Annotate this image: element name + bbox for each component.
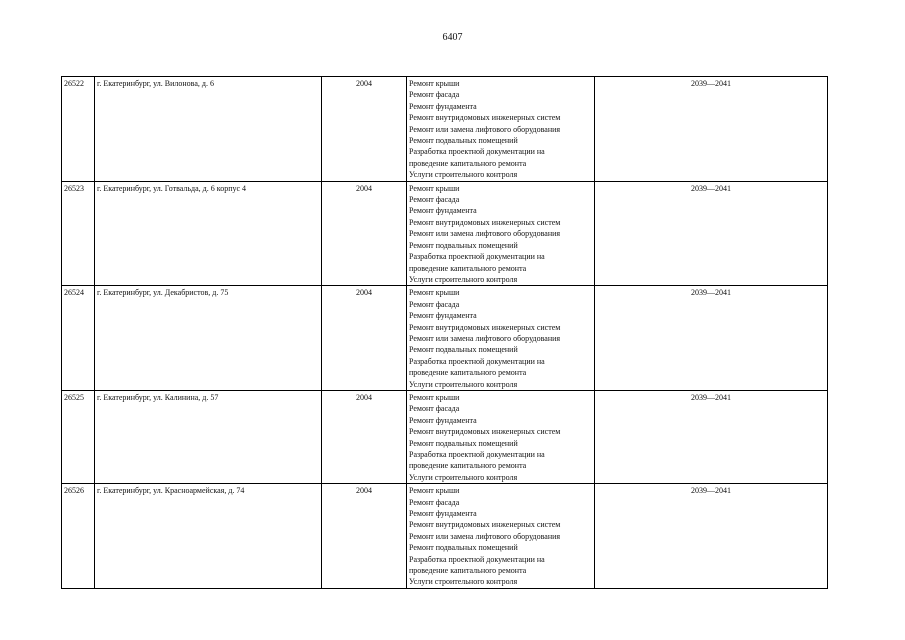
work-item: Ремонт фундамента: [409, 415, 477, 425]
work-item: Разработка проектной документации на: [409, 554, 545, 564]
build-year: 2004: [322, 181, 407, 286]
work-item: Ремонт внутридомовых инженерных систем: [409, 113, 561, 123]
work-item: Ремонт внутридомовых инженерных систем: [409, 322, 561, 332]
work-item: Услуги строительного контроля: [409, 472, 518, 482]
table-body: [62, 77, 828, 589]
work-item: Ремонт крыши: [409, 288, 460, 298]
work-item: Ремонт фасада: [409, 299, 460, 309]
work-item: Ремонт фундамента: [409, 509, 477, 519]
house-address: г. Екатеринбург, ул. Декабристов, д. 75: [95, 286, 322, 391]
page-number: 6407: [442, 32, 463, 43]
work-item: Ремонт или замена лифтового оборудования: [409, 333, 561, 343]
house-address: г. Екатеринбург, ул. Готвальда, д. 6 корпус 4: [95, 181, 322, 286]
house-id: 26525: [62, 390, 95, 483]
repair-period: 2039—2041: [595, 390, 828, 483]
work-item: Ремонт или замена лифтового оборудования: [409, 124, 561, 134]
work-item: Услуги строительного контроля: [409, 577, 518, 587]
work-item: Ремонт крыши: [409, 183, 460, 193]
works-list: [407, 286, 595, 391]
work-item: проведение капитального ремонта: [409, 566, 527, 576]
house-id: 26526: [62, 484, 95, 589]
work-item: Услуги строительного контроля: [409, 274, 518, 284]
work-item: Ремонт внутридомовых инженерных систем: [409, 520, 561, 530]
repair-period: 2039—2041: [595, 484, 828, 589]
work-item: Ремонт фасада: [409, 404, 460, 414]
work-item: Ремонт фасада: [409, 90, 460, 100]
repair-period: 2039—2041: [595, 181, 828, 286]
table-row: [62, 181, 828, 286]
works-list: [407, 390, 595, 483]
work-item: Разработка проектной документации на: [409, 252, 545, 262]
work-item: Ремонт подвальных помещений: [409, 345, 518, 355]
work-item: Услуги строительного контроля: [409, 170, 518, 180]
work-item: Ремонт подвальных помещений: [409, 438, 518, 448]
table-row: [62, 77, 828, 182]
work-item: Ремонт подвальных помещений: [409, 543, 518, 553]
house-address: г. Екатеринбург, ул. Красноармейская, д. 74: [95, 484, 322, 589]
house-address: г. Екатеринбург, ул. Калинина, д. 57: [95, 390, 322, 483]
build-year: 2004: [322, 484, 407, 589]
housing-repair-table: [61, 76, 828, 589]
house-address: г. Екатеринбург, ул. Вилонова, д. 6: [95, 77, 322, 182]
work-item: Ремонт внутридомовых инженерных систем: [409, 427, 561, 437]
works-list: [407, 181, 595, 286]
work-item: Ремонт подвальных помещений: [409, 240, 518, 250]
repair-period: 2039—2041: [595, 77, 828, 182]
house-id: 26523: [62, 181, 95, 286]
work-item: Разработка проектной документации на: [409, 356, 545, 366]
work-item: Ремонт крыши: [409, 79, 460, 88]
work-item: Ремонт фундамента: [409, 311, 477, 321]
work-item: Ремонт внутридомовых инженерных систем: [409, 217, 561, 227]
build-year: 2004: [322, 77, 407, 182]
work-item: Разработка проектной документации на: [409, 147, 545, 157]
table-row: [62, 286, 828, 391]
work-item: Ремонт фундамента: [409, 101, 477, 111]
work-item: Разработка проектной документации на: [409, 450, 545, 459]
work-item: Ремонт фасада: [409, 195, 460, 205]
table-row: [62, 390, 828, 483]
table-row: [62, 484, 828, 589]
house-id: 26522: [62, 77, 95, 182]
work-item: Ремонт подвальных помещений: [409, 136, 518, 146]
work-item: проведение капитального ремонта: [409, 263, 527, 273]
works-list: [407, 77, 595, 182]
work-item: проведение капитального ремонта: [409, 461, 527, 471]
work-item: Ремонт крыши: [409, 392, 460, 402]
repair-period: 2039—2041: [595, 286, 828, 391]
work-item: Ремонт крыши: [409, 486, 460, 496]
build-year: 2004: [322, 286, 407, 391]
build-year: 2004: [322, 390, 407, 483]
work-item: Ремонт или замена лифтового оборудования: [409, 229, 561, 239]
work-item: проведение капитального ремонта: [409, 158, 527, 168]
house-id: 26524: [62, 286, 95, 391]
work-item: Услуги строительного контроля: [409, 379, 518, 389]
work-item: Ремонт фасада: [409, 497, 460, 507]
work-item: Ремонт фундамента: [409, 206, 477, 216]
works-list: [407, 484, 595, 589]
work-item: проведение капитального ремонта: [409, 368, 527, 378]
work-item: Ремонт или замена лифтового оборудования: [409, 531, 561, 541]
